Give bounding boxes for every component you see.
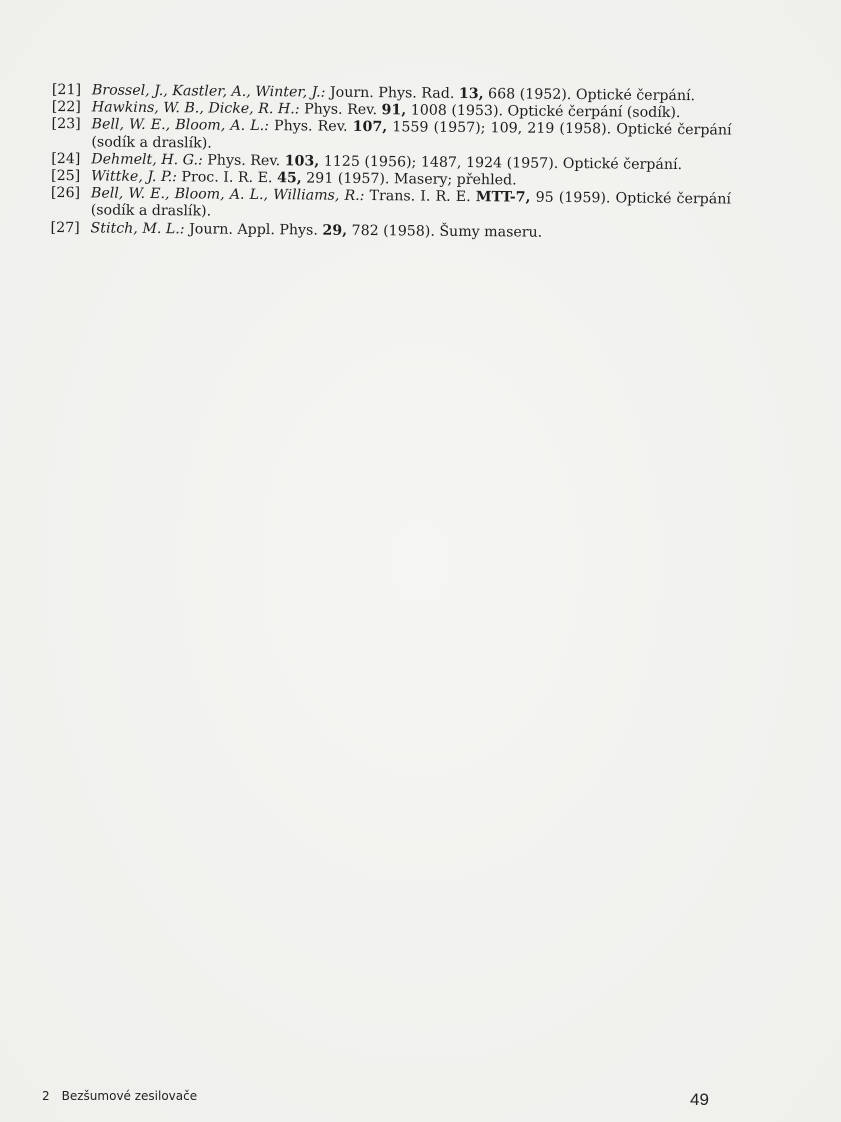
reference-number: [24] (51, 150, 81, 168)
reference-volume: 91, (381, 102, 407, 119)
chapter-title: Bezšumové zesilovače (61, 1089, 198, 1103)
reference-number: [21] (51, 82, 82, 99)
reference-details: 291 (1957). Masery; přehled. (301, 170, 517, 189)
reference-number: [27] (50, 219, 80, 236)
reference-authors: Bell, W. E., Bloom, A. L.: (91, 116, 270, 135)
reference-volume: 45, (276, 170, 302, 187)
reference-volume: 13, (458, 85, 484, 103)
reference-volume: 103, (284, 153, 320, 170)
reference-journal: Phys. Rev. (202, 152, 285, 170)
reference-details: 782 (1958). Šumy maseru. (347, 222, 543, 241)
reference-details: 1008 (1953). Optické čerpání (sodík). (406, 102, 681, 122)
reference-details: 1125 (1956); 1487, 1924 (1957). Optické čerpání. (319, 153, 683, 173)
reference-journal: Phys. Rev. (299, 101, 382, 119)
reference-number: [26] (50, 185, 81, 202)
reference-journal: Journ. Phys. Rad. (325, 84, 459, 102)
reference-number: [25] (51, 168, 81, 185)
chapter-number: 2 (42, 1089, 50, 1103)
reference-authors: Dehmelt, H. G.: (91, 151, 203, 169)
reference-number: [23] (51, 116, 81, 133)
reference-journal: Journ. Appl. Phys. (184, 220, 323, 239)
reference-volume: MTT-7, (475, 189, 531, 206)
reference-number: [22] (51, 99, 81, 116)
reference-journal: Phys. Rev. (268, 118, 353, 136)
reference-volume: 29, (322, 222, 348, 239)
reference-journal: Proc. I. R. E. (176, 169, 278, 187)
reference-details: 1559 (1957); 109, 219 (1958). Optické čerpání (sodík a draslík). (91, 119, 732, 152)
running-footer (42, 1089, 197, 1103)
reference-details: 668 (1952). Optické čerpání. (483, 86, 696, 105)
reference-authors: Hawkins, W. B., Dicke, R. H.: (91, 99, 300, 118)
reference-journal: Trans. I. R. E. (364, 188, 476, 206)
reference-authors: Stitch, M. L.: (90, 220, 185, 237)
reference-authors: Wittke, J. P.: (91, 168, 178, 186)
reference-list (51, 82, 732, 243)
reference-authors: Brossel, J., Kastler, A., Winter, J.: (91, 82, 326, 101)
reference-authors: Bell, W. E., Bloom, A. L., Williams, R.: (90, 185, 365, 205)
reference-volume: 107, (352, 119, 388, 136)
reference-details: 95 (1959). Optické čerpání (sodík a draslík). (90, 189, 731, 220)
page-number: 49 (690, 1090, 709, 1109)
